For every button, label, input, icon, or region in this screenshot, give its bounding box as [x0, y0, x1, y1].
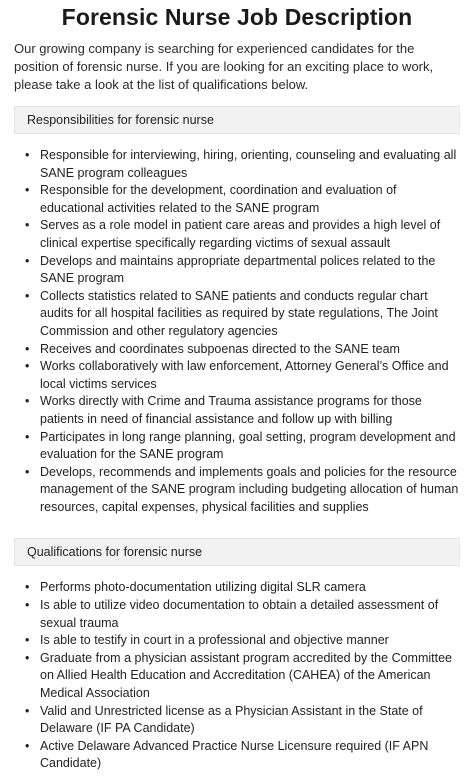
bullet-icon: •	[25, 183, 30, 198]
list-item	[24, 464, 460, 517]
list-item-text: Serves as a role model in patient care areas and provides a high level of clinical expertise specifically regarding victims of sexual assault	[40, 218, 441, 250]
list-item	[24, 182, 460, 217]
list-item-text: Collects statistics related to SANE patients and conducts regular chart audits for all hospital facilities as required by state regulations, The Joint Commission and other regulatory agencies	[40, 288, 438, 338]
list-item-text: Responsible for the development, coordination and evaluation of educational activities related to the SANE program	[40, 183, 397, 215]
list-item-text: Develops and maintains appropriate departmental polices related to the SANE program	[40, 253, 436, 286]
list-item-text: Is able to utilize video documentation to obtain a detailed assessment of sexual trauma	[40, 598, 439, 630]
bullet-icon: •	[25, 738, 30, 753]
list-item	[24, 147, 460, 182]
qualifications-heading: Qualifications for forensic nurse	[27, 545, 203, 560]
bullet-icon: •	[25, 464, 30, 479]
bullet-icon: •	[25, 580, 30, 595]
responsibilities-heading: Responsibilities for forensic nurse	[27, 113, 214, 127]
list-item	[24, 393, 460, 428]
qualifications-section-header	[14, 538, 460, 566]
bullet-icon: •	[25, 394, 30, 409]
bullet-icon: •	[25, 359, 30, 374]
list-item	[24, 738, 460, 773]
bullet-icon: •	[25, 341, 30, 356]
bullet-icon: •	[25, 253, 30, 268]
list-item	[24, 597, 460, 632]
list-item	[24, 358, 460, 393]
bullet-icon: •	[25, 598, 30, 613]
bullet-icon: •	[25, 633, 30, 648]
bullet-icon: •	[25, 148, 30, 162]
responsibilities-section-header	[14, 106, 460, 134]
list-item-text: Valid and Unrestricted license as a Physician Assistant in the State of Delaware (IF PA Candidate)	[40, 703, 423, 736]
qualifications-list	[14, 579, 460, 773]
intro-paragraph: Our growing company is searching for experienced candidates for the position of forensic nurse. If you are looking for an exciting place to work, please take a look at the list of qualifications below.	[14, 41, 434, 92]
list-item-text: Is able to testify in court in a professional and objective manner	[40, 633, 389, 648]
bullet-icon: •	[25, 288, 30, 303]
list-item-text: Works collaboratively with law enforcement, Attorney General’s Office and local victims services	[40, 359, 449, 391]
page-title: Forensic Nurse Job Description	[61, 4, 413, 30]
list-item-text: Participates in long range planning, goal setting, program development and evaluation for the SANE program	[40, 429, 456, 462]
list-item-text: Graduate from a physician assistant program accredited by the Committee on Allied Health Education and Accreditation (CAHEA) of the American Medical Association	[40, 650, 452, 701]
list-item	[24, 703, 460, 738]
list-item-text: Works directly with Crime and Trauma assistance programs for those patients in need of financial assistance and follow up with billing	[40, 394, 422, 426]
list-item	[24, 341, 460, 359]
bullet-icon: •	[25, 650, 30, 665]
bullet-icon: •	[25, 703, 30, 718]
responsibilities-list	[14, 147, 460, 516]
list-item-text: Performs photo-documentation utilizing digital SLR camera	[40, 580, 366, 595]
list-item	[24, 288, 460, 341]
list-item	[24, 632, 460, 650]
list-item-text: Develops, recommends and implements goals and policies for the resource management of the SANE program including budgeting allocation of human resources, capital expenses, physical facilities and supplies	[40, 464, 459, 514]
bullet-icon: •	[25, 429, 30, 444]
list-item	[24, 253, 460, 288]
list-item	[24, 650, 460, 703]
bullet-icon: •	[25, 218, 30, 233]
list-item-text: Receives and coordinates subpoenas directed to the SANE team	[40, 341, 400, 356]
list-item-text: Active Delaware Advanced Practice Nurse Licensure required (IF APN Candidate)	[40, 738, 429, 771]
list-item	[24, 217, 460, 252]
list-item	[24, 429, 460, 464]
list-item	[24, 579, 460, 597]
list-item-text: Responsible for interviewing, hiring, orienting, counseling and evaluating all SANE program colleagues	[40, 148, 457, 180]
